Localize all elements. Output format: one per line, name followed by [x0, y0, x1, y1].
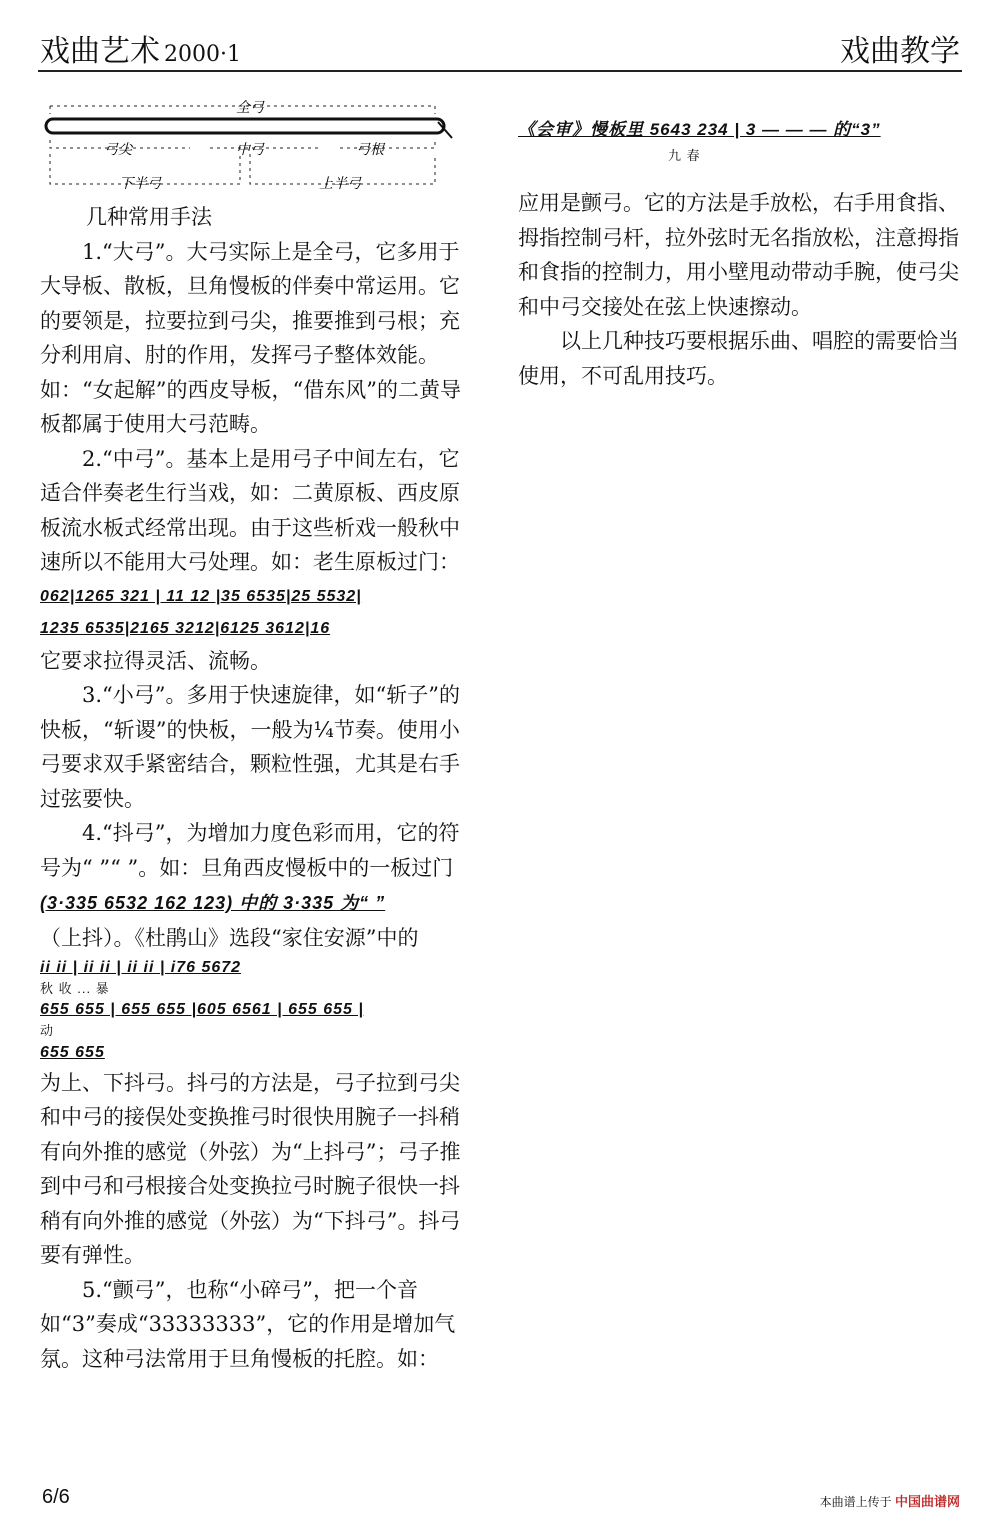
label-bow-tip: 弓尖: [104, 142, 132, 158]
label-lower-half: 下半弓: [119, 176, 161, 192]
paragraph-tremble-bow-method: 为上、下抖弓。抖弓的方法是，弓子拉到弓尖和中弓的接俣处变换推弓时很快用腕子一抖稍有向外推的感觉（外弦）为“上抖弓”；弓子推到中弓和弓根接合处变换拉弓时腕子很快一抖稍有向外推的感觉（外弦）为“下抖弓”。抖弓要有弹性。: [40, 1070, 461, 1267]
label-bow-middle: 中弓: [236, 142, 264, 158]
paragraph-middle-bow: 2.“中弓”。基本上是用弓子中间左右，它适合伴奏老生行当戏，如：二黄原板、西皮原板流水板式经常出现。由于这些析戏一般秋中速所以不能用大弓处理。如：老生原板过门：: [40, 446, 460, 574]
source-credit: [820, 1491, 960, 1510]
notation-line-1: 062|1265 321 | 11 12 |35 6535|25 5532|: [40, 587, 362, 605]
notation-line-6: 655 655: [40, 1043, 105, 1061]
notation-line-right: 《会审》慢板里 5643 234 | 3 — — — 的“3”: [518, 120, 881, 139]
site-logo-text[interactable]: 中国曲谱网: [894, 1494, 960, 1509]
notation-lyrics-5: 动: [40, 1022, 55, 1038]
notation-line-3: (3·335 6532 162 123) 中的 3·335 为“ ”: [40, 893, 386, 913]
label-upper-half: 上半弓: [319, 176, 361, 192]
bow-stick: [46, 119, 444, 133]
bow-diagram: [40, 92, 470, 192]
notation-lyrics-4: 秋 收 ... 暴: [40, 980, 110, 996]
paragraph-vibrato-method: 应用是颤弓。它的方法是手放松，右手用食指、拇指控制弓杆，拉外弦时无名指放松，注意拇指和食指的控制力，用小壁甩动带动手腕，使弓尖和中弓交接处在弦上快速擦动。: [518, 191, 959, 319]
issue-number: 2000·1: [164, 42, 241, 67]
section-title: 戏曲教学: [840, 34, 960, 69]
journal-title: [40, 26, 241, 70]
left-column: [40, 200, 478, 1376]
paragraph-tremble-bow-example: （上抖）。《杜鹃山》选段“家住安源”中的: [40, 926, 419, 950]
paragraph-tremble-bow: 4.“抖弓”，为增加力度色彩而用，它的符号为“ ”“ ”。如：旦角西皮慢板中的一板过门: [40, 821, 460, 880]
label-bow-root: 弓根: [356, 142, 384, 158]
paragraph-big-bow: 1.“大弓”。大弓实际上是全弓，它多用于大导板、散板，旦角慢板的伴奏中常运用。它的要领是，拉要拉到弓尖，推要推到弓根；充分利用肩、肘的作用，发挥弓子整体效能。如：“女起解”的西皮导板，“借东风”的二黄导板都属于使用大弓范畴。: [40, 239, 461, 436]
header-rule: [38, 70, 962, 72]
notation-line-4: ii ii | ii ii | ii ii | i76 5672: [40, 958, 242, 976]
label-full-bow: 全弓: [236, 100, 264, 116]
right-column: [518, 114, 960, 393]
notation-line-2: 1235 6535|2165 3212|6125 3612|16: [40, 619, 331, 637]
notation-line-5: 655 655 | 655 655 |605 6561 | 655 655 |: [40, 1000, 364, 1018]
section-heading: 几种常用手法: [86, 205, 212, 229]
journal-name: 戏曲艺术: [40, 34, 160, 69]
paragraph-vibrato-bow: 5.“颤弓”，也称“小碎弓”，把一个音如“3”奏成“33333333”，它的作用是增加气氛。这种弓法常用于旦角慢板的托腔。如：: [40, 1277, 456, 1371]
halves-bracket: [50, 154, 435, 184]
paragraph-small-bow: 3.“小弓”。多用于快速旋律，如“斩子”的快板，“斩谡”的快板，一般为¼节奏。使用小弓要求双手紧密结合，颗粒性强，尤其是右手过弦要快。: [40, 683, 460, 811]
notation-lyrics-right: 九 春: [668, 148, 701, 163]
source-text: 本曲谱上传于: [819, 1495, 892, 1509]
paragraph-middle-bow-note: 它要求拉得灵活、流畅。: [40, 648, 271, 673]
paragraph-conclusion: 以上几种技巧要根据乐曲、唱腔的需要恰当使用，不可乱用技巧。: [518, 329, 959, 388]
page-number: 6/6: [42, 1486, 70, 1508]
